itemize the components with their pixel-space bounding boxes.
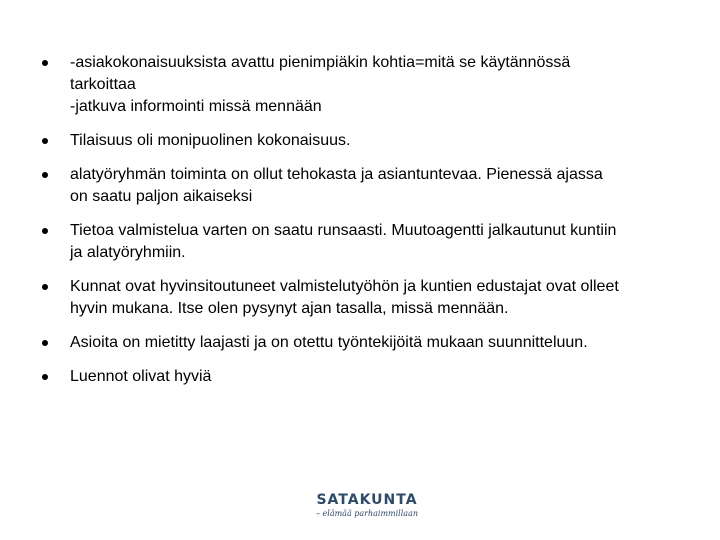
bullet-text: alatyöryhmän toiminta on ollut tehokasta ja asiantuntevaa. Pienessä ajassa [70, 166, 603, 183]
bullet-text: ja alatyöryhmiin. [70, 244, 186, 261]
bullet-item-1 [40, 52, 690, 118]
bullet-item-3 [40, 164, 690, 208]
bullet-text: Luennot olivat hyviä [70, 368, 212, 385]
bullet-item-6 [40, 332, 690, 354]
bullet-text: Kunnat ovat hyvinsitoutuneet valmistelutyöhön ja kuntien edustajat ovat olleet [70, 278, 619, 295]
bullet-dot-icon [42, 340, 48, 346]
bullet-text: hyvin mukana. Itse olen pysynyt ajan tasalla, missä mennään. [70, 300, 509, 317]
bullet-item-7 [40, 366, 690, 388]
bullet-dot-icon [42, 374, 48, 380]
bullet-dot-icon [42, 138, 48, 144]
bullet-text: tarkoittaa [70, 76, 136, 93]
bullet-text: -asiakokonaisuuksista avattu pienimpiäkin kohtia=mitä se käytännössä [70, 54, 571, 71]
bullet-list [40, 52, 690, 400]
satakunta-logo [312, 492, 422, 520]
bullet-text: Asioita on mietitty laajasti ja on otettu työntekijöitä mukaan suunnitteluun. [70, 334, 588, 351]
bullet-text: on saatu paljon aikaiseksi [70, 188, 253, 205]
bullet-item-4 [40, 220, 690, 264]
logo-wordmark: SATAKUNTA [316, 492, 418, 508]
bullet-dot-icon [42, 228, 48, 234]
logo-tagline: – elämää parhaimmillaan [315, 509, 418, 518]
bullet-text: -jatkuva informointi missä mennään [70, 98, 322, 115]
bullet-dot-icon [42, 60, 48, 66]
bullet-item-5 [40, 276, 690, 320]
bullet-text: Tilaisuus oli monipuolinen kokonaisuus. [70, 132, 351, 149]
bullet-item-2 [40, 130, 690, 152]
bullet-dot-icon [42, 284, 48, 290]
bullet-dot-icon [42, 172, 48, 178]
bullet-text: Tietoa valmistelua varten on saatu runsaasti. Muutoagentti jalkautunut kuntiin [70, 222, 617, 239]
